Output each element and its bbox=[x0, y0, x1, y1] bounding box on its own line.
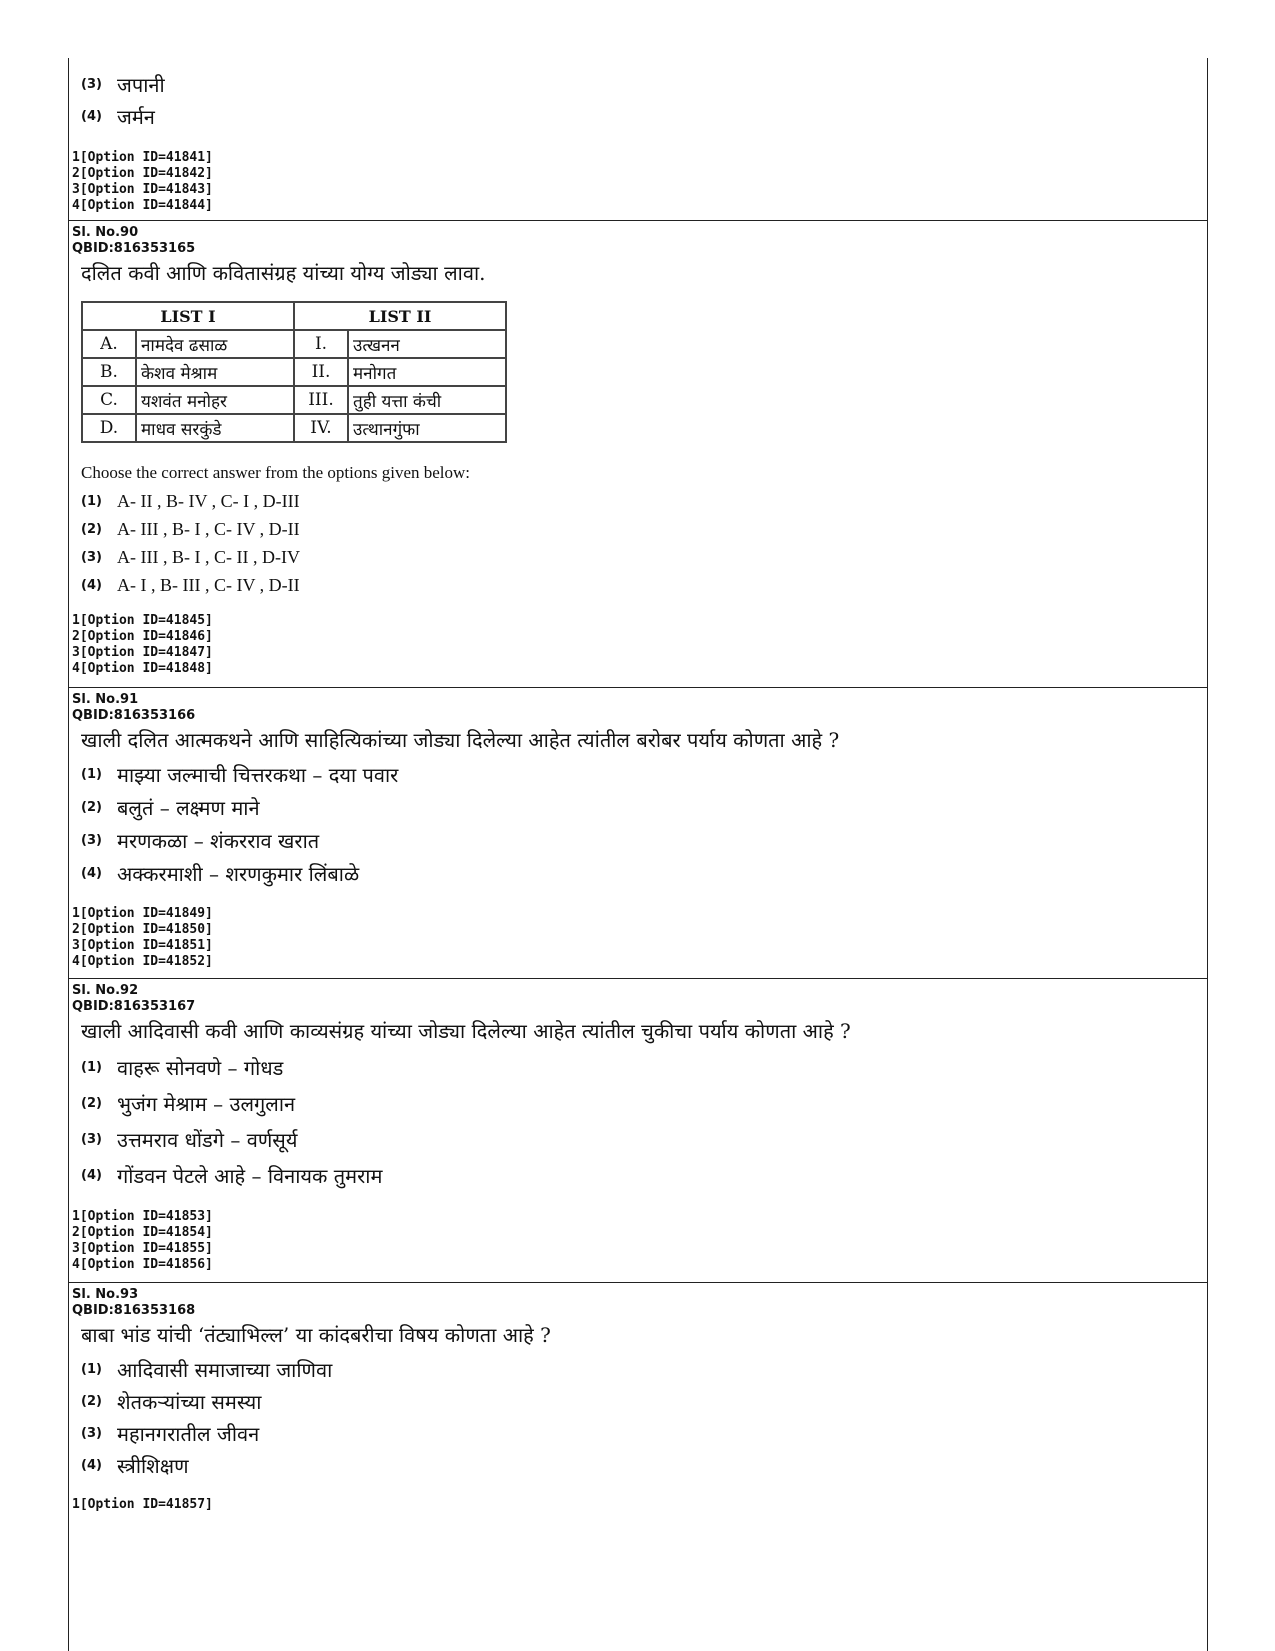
question-text: बाबा भांड यांची ‘तंट्याभिल्ल’ या कांदबरीचा विषय कोणता आहे ? bbox=[81, 1323, 551, 1347]
option bbox=[69, 1417, 1207, 1449]
option-number: (3) bbox=[81, 1131, 102, 1147]
option bbox=[69, 515, 1207, 543]
option bbox=[69, 1121, 1207, 1157]
option-ids bbox=[69, 613, 1207, 677]
option-id: 2[Option ID=41846] bbox=[72, 629, 213, 644]
option bbox=[69, 100, 1207, 132]
option-number: (2) bbox=[81, 521, 102, 537]
option-number: (2) bbox=[81, 1393, 102, 1409]
question-block-90 bbox=[69, 221, 1207, 688]
table-cell: B. bbox=[82, 358, 136, 386]
option-number: (3) bbox=[81, 549, 102, 565]
option-text: A- II , B- IV , C- I , D-III bbox=[117, 490, 300, 511]
table-cell: नामदेव ढसाळ bbox=[136, 330, 294, 358]
question-text: दलित कवी आणि कवितासंग्रह यांच्या योग्य जोड्या लावा. bbox=[81, 261, 486, 285]
table-cell: उत्खनन bbox=[348, 330, 506, 358]
option-number: (2) bbox=[81, 800, 102, 815]
option bbox=[69, 68, 1207, 100]
option bbox=[69, 1049, 1207, 1085]
option-text: गोंडवन पेटले आहे – विनायक तुमराम bbox=[117, 1163, 383, 1188]
option-ids bbox=[69, 1209, 1207, 1273]
option-number: (2) bbox=[81, 1095, 102, 1111]
option-id: 1[Option ID=41849] bbox=[72, 906, 213, 921]
option bbox=[69, 1353, 1207, 1385]
table-cell: तुही यत्ता कंची bbox=[348, 386, 506, 414]
instruction-text: Choose the correct answer from the options given below: bbox=[81, 463, 471, 482]
table-row bbox=[82, 414, 506, 442]
table-cell: केशव मेश्राम bbox=[136, 358, 294, 386]
option bbox=[69, 1449, 1207, 1481]
table-cell: II. bbox=[294, 358, 348, 386]
option-text: शेतकऱ्यांच्या समस्या bbox=[117, 1389, 262, 1414]
option-text: अक्करमाशी – शरणकुमार लिंबाळे bbox=[117, 862, 360, 886]
option-text: वाहरू सोनवणे – गोधड bbox=[117, 1055, 284, 1080]
option-ids bbox=[69, 150, 1207, 214]
question-block-93 bbox=[69, 1283, 1207, 1513]
option-text: जपानी bbox=[117, 72, 165, 97]
option-id: 2[Option ID=41850] bbox=[72, 922, 213, 937]
list-2-header: LIST II bbox=[294, 302, 506, 330]
option bbox=[69, 857, 1207, 890]
option-text: स्त्रीशिक्षण bbox=[117, 1453, 189, 1478]
option-text: A- III , B- I , C- IV , D-II bbox=[117, 518, 300, 539]
option-id: 1[Option ID=41853] bbox=[72, 1209, 213, 1224]
option bbox=[69, 571, 1207, 599]
option bbox=[69, 1085, 1207, 1121]
table-header-row bbox=[82, 302, 506, 330]
option-text: महानगरातील जीवन bbox=[117, 1421, 260, 1446]
option-text: A- I , B- III , C- IV , D-II bbox=[117, 574, 300, 595]
question-text: खाली आदिवासी कवी आणि काव्यसंग्रह यांच्या जोड्या दिलेल्या आहेत त्यांतील चुकीचा पर्याय कोणता आहे ? bbox=[81, 1019, 851, 1043]
question-text: खाली दलित आत्मकथने आणि साहित्यिकांच्या जोड्या दिलेल्या आहेत त्यांतील बरोबर पर्याय कोणता आहे ? bbox=[81, 728, 840, 752]
option bbox=[69, 1385, 1207, 1417]
question-meta bbox=[69, 1283, 1207, 1319]
option-number: (3) bbox=[81, 76, 102, 92]
question-meta bbox=[69, 221, 1207, 257]
qbid: QBID:816353168 bbox=[72, 1303, 196, 1318]
question-paper bbox=[68, 58, 1208, 1651]
table-cell: यशवंत मनोहर bbox=[136, 386, 294, 414]
option-id: 4[Option ID=41852] bbox=[72, 954, 213, 969]
table-cell: मनोगत bbox=[348, 358, 506, 386]
question-block-89-continued bbox=[69, 68, 1207, 221]
option-number: (4) bbox=[81, 1167, 102, 1183]
list-1-header: LIST I bbox=[82, 302, 294, 330]
table-row bbox=[82, 358, 506, 386]
option-text: भुजंग मेश्राम – उलगुलान bbox=[117, 1091, 296, 1116]
option-id: 4[Option ID=41844] bbox=[72, 198, 213, 213]
option-text: बलुतं – लक्ष्मण माने bbox=[117, 796, 260, 820]
option bbox=[69, 791, 1207, 824]
option-id: 3[Option ID=41847] bbox=[72, 645, 213, 660]
option-id: 1[Option ID=41841] bbox=[72, 150, 213, 165]
match-table bbox=[81, 301, 507, 443]
qbid: QBID:816353167 bbox=[72, 999, 196, 1014]
question-meta bbox=[69, 688, 1207, 724]
option-text: मरणकळा – शंकरराव खरात bbox=[117, 829, 320, 853]
option-number: (1) bbox=[81, 1059, 102, 1075]
option-id: 3[Option ID=41855] bbox=[72, 1241, 213, 1256]
option-text: माझ्या जल्माची चित्तरकथा – दया पवार bbox=[117, 763, 399, 787]
option bbox=[69, 1157, 1207, 1193]
serial-number: Sl. No.92 bbox=[72, 983, 139, 998]
table-row bbox=[82, 386, 506, 414]
serial-number: Sl. No.93 bbox=[72, 1287, 139, 1302]
option bbox=[69, 487, 1207, 515]
option-number: (1) bbox=[81, 767, 102, 782]
option-number: (1) bbox=[81, 1361, 102, 1377]
option-number: (4) bbox=[81, 108, 102, 124]
option-id: 2[Option ID=41842] bbox=[72, 166, 213, 181]
option-text: उत्तमराव धोंडगे – वर्णसूर्य bbox=[117, 1127, 298, 1152]
option bbox=[69, 758, 1207, 791]
option-number: (4) bbox=[81, 1457, 102, 1473]
qbid: QBID:816353166 bbox=[72, 708, 196, 723]
table-cell: C. bbox=[82, 386, 136, 414]
option-number: (4) bbox=[81, 577, 102, 593]
option-number: (3) bbox=[81, 1425, 102, 1441]
table-cell: माधव सरकुंडे bbox=[136, 414, 294, 442]
option-ids bbox=[69, 906, 1207, 970]
qbid: QBID:816353165 bbox=[72, 241, 196, 256]
option-id: 1[Option ID=41857] bbox=[72, 1497, 213, 1512]
serial-number: Sl. No.91 bbox=[72, 692, 139, 707]
option-number: (1) bbox=[81, 493, 102, 509]
option-id: 3[Option ID=41843] bbox=[72, 182, 213, 197]
option-id: 1[Option ID=41845] bbox=[72, 613, 213, 628]
option-id: 2[Option ID=41854] bbox=[72, 1225, 213, 1240]
option-id: 4[Option ID=41856] bbox=[72, 1257, 213, 1272]
option-text: जर्मन bbox=[117, 104, 155, 129]
option-id: 3[Option ID=41851] bbox=[72, 938, 213, 953]
question-meta bbox=[69, 979, 1207, 1015]
option-text: A- III , B- I , C- II , D-IV bbox=[117, 546, 300, 567]
table-cell: I. bbox=[294, 330, 348, 358]
option-number: (4) bbox=[81, 866, 102, 881]
option bbox=[69, 824, 1207, 857]
table-cell: III. bbox=[294, 386, 348, 414]
option-ids bbox=[69, 1497, 1207, 1513]
table-cell: D. bbox=[82, 414, 136, 442]
table-cell: A. bbox=[82, 330, 136, 358]
table-cell: IV. bbox=[294, 414, 348, 442]
question-block-91 bbox=[69, 688, 1207, 979]
question-block-92 bbox=[69, 979, 1207, 1283]
table-row bbox=[82, 330, 506, 358]
option bbox=[69, 543, 1207, 571]
table-cell: उत्थानगुंफा bbox=[348, 414, 506, 442]
option-number: (3) bbox=[81, 833, 102, 848]
option-id: 4[Option ID=41848] bbox=[72, 661, 213, 676]
option-text: आदिवासी समाजाच्या जाणिवा bbox=[117, 1357, 333, 1382]
serial-number: Sl. No.90 bbox=[72, 225, 139, 240]
